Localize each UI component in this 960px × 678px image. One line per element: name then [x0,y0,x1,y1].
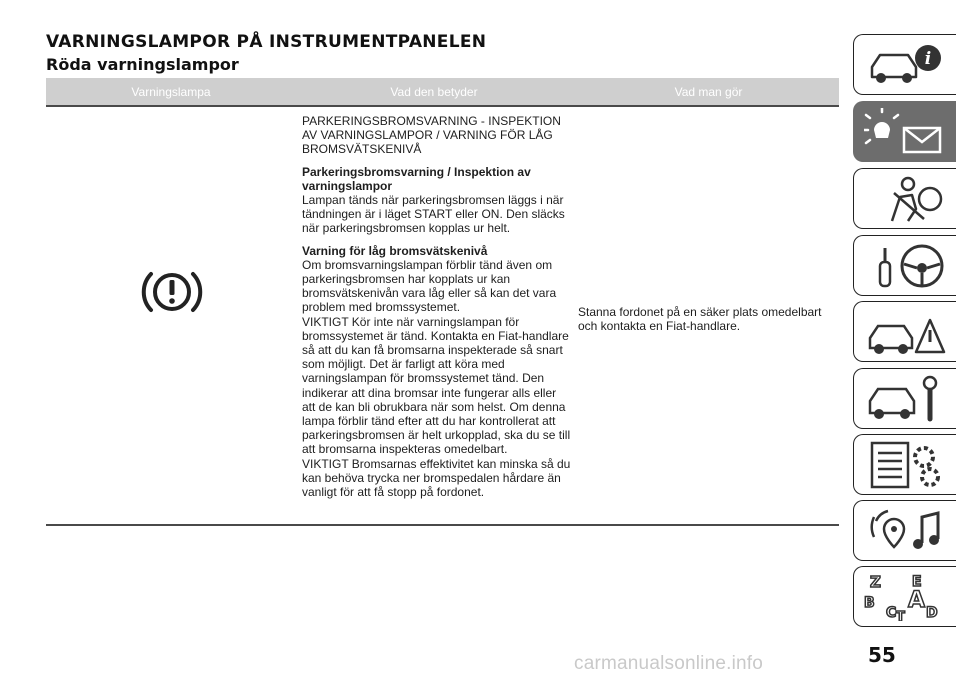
action-text: Stanna fordonet på en säker plats omedelbart och kontakta en Fiat-handlare. [578,305,822,334]
tab-maintenance[interactable] [853,368,956,429]
section-subheading: Röda varningslampor [46,55,239,74]
index-letter: E [912,574,922,590]
tab-technical-data[interactable] [853,434,956,495]
important-note-2: VIKTIGT Bromsarnas effektivitet kan minska så du kan behöva trycka ner bromspedalen hårdare än vanligt för att få stopp på fordonet. [302,456,571,500]
tab-warning-lights[interactable] [853,101,956,162]
warning-light-envelope-icon [864,108,948,156]
index-letter: A [908,588,926,613]
tab-starting-driving[interactable] [853,235,956,296]
page-number: 55 [868,643,896,667]
tab-index[interactable] [853,566,956,627]
important-note-1: VIKTIGT Kör inte när varningslampan för bromssystemet är tänd. Kontakta en Fiat-handlare så att du kan få bromsarna inspekterade så snart som möjligt. Det är farligt att köra med varningslampan för bromssystemet tänd. Den indikerar att dina bromsar inte fungerar alls eller att de kan bli obrukbara när som helst. Om denna lampa förblir tänd efter att du har kontrollerat att parkeringsbromsen är helt urkopplad, ska du se till att bromsarna inspekteras omedelbart. [302,314,571,457]
section2-text: Om bromsvarningslampan förblir tänd även om parkeringsbromsen har kopplats ur kan bromsvätskenivån vara låg eller så kan det vara problem med bromssystemet. [302,257,557,315]
column-header-lamp: Varningslampa [131,85,211,99]
key-steering-wheel-icon [864,242,948,290]
brake-warning-icon [139,265,205,319]
car-wrench-icon [864,375,948,423]
tab-safety[interactable] [853,168,956,229]
meaning-column [302,114,572,499]
tab-multimedia[interactable] [853,500,956,561]
index-letter: Z [870,573,881,591]
tab-car-info[interactable] [853,34,956,95]
index-letter: C [886,605,897,621]
spec-sheet-gears-icon [864,441,948,489]
index-letter: T [896,610,905,621]
column-header-action: Vad man gör [674,85,743,99]
index-letter: D [926,605,938,621]
svg-text:i: i [924,49,932,69]
watermark: carmanualsonline.info [574,653,764,674]
section1-title: Parkeringsbromsvarning / Inspektion av varningslampor [302,164,531,193]
caps-title: PARKERINGSBROMSVARNING - INSPEKTION AV VARNINGSLAMPOR / VARNING FÖR LÅG BROMSVÄTSKENIVÅ [302,114,561,157]
table-header [46,78,839,107]
car-emergency-icon [864,308,948,356]
section1-text: Lampan tänds när parkeringsbromsen läggs i när tändningen är i läget START eller ON. Den släcks när parkeringsbromsen kopplas ur helt. [302,193,565,236]
table-bottom-rule [46,524,839,526]
section2-title: Varning för låg bromsvätskenivå [302,243,488,258]
tab-emergency[interactable] [853,301,956,362]
page-heading: VARNINGSLAMPOR PÅ INSTRUMENTPANELEN [46,32,487,52]
seat-airbag-icon [864,175,948,223]
car-info-icon [864,41,948,89]
multimedia-note-icon [864,507,948,555]
index-letter: B [864,595,875,611]
column-header-meaning: Vad den betyder [390,85,478,99]
index-letters-icon [864,573,948,621]
